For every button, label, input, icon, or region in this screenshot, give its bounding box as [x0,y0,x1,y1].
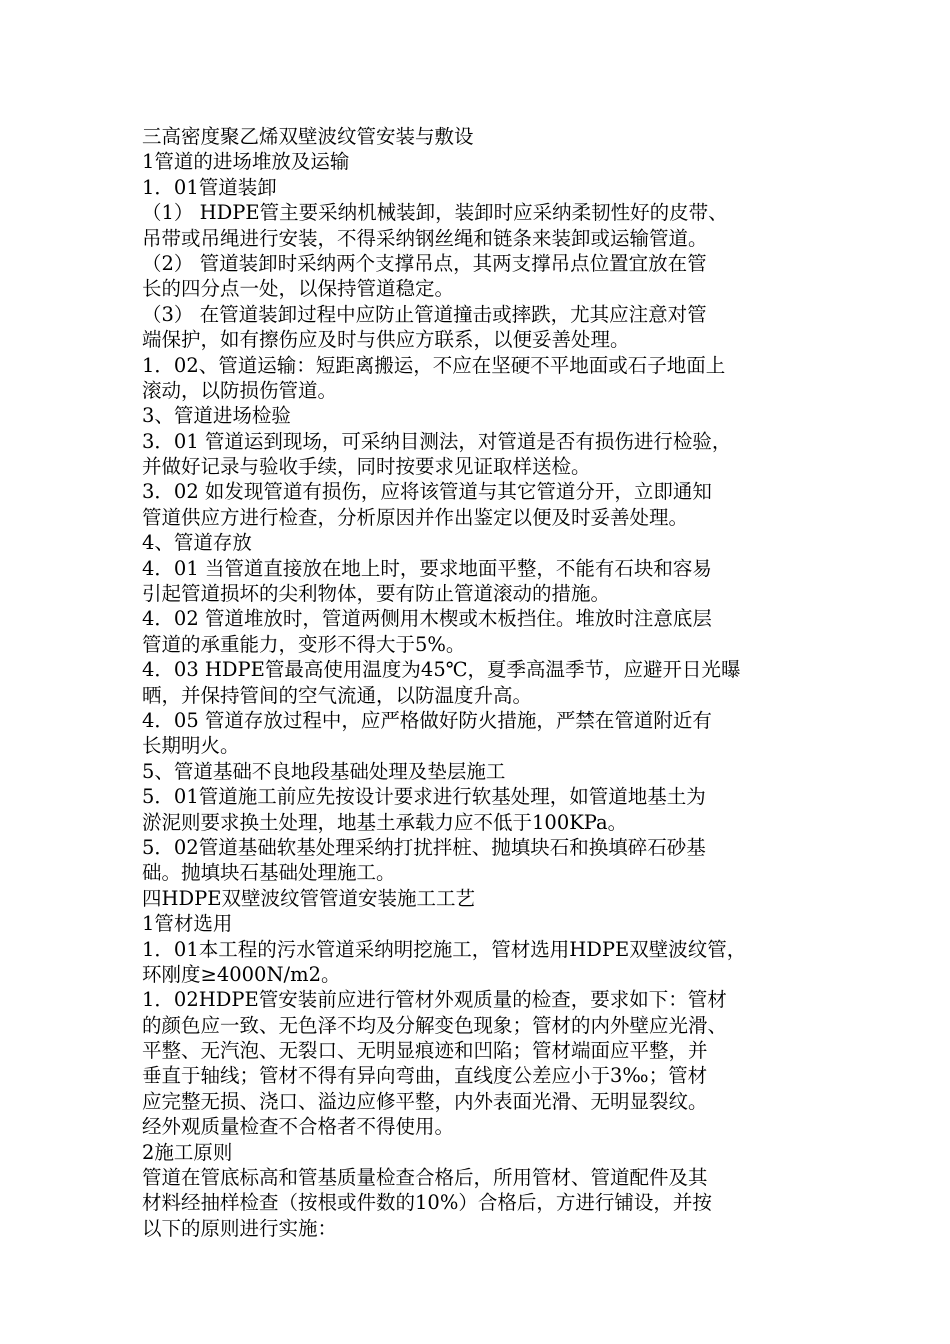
text-line: 1．02、管道运输：短距离搬运，不应在坚硬不平地面或石子地面上 [142,353,726,377]
text-line: 4．01 当管道直接放在地上时，要求地面平整，不能有石块和容易 [142,556,712,580]
text-line: （3） 在管道装卸过程中应防止管道撞击或摔跌，尤其应注意对管 [142,302,707,326]
section-heading: 三高密度聚乙烯双壁波纹管安装与敷设 [142,125,474,148]
text-line: （2） 管道装卸时采纳两个支撑吊点，其两支撑吊点位置宜放在管 [142,251,707,275]
text-line: 滚动，以防损伤管道。 [142,378,338,402]
text-line: 1．01本工程的污水管道采纳明挖施工，管材选用HDPE双壁波纹管， [142,937,747,961]
document-body [142,124,812,1241]
text-line: 1．02HDPE管安装前应进行管材外观质量的检查，要求如下：管材 [142,988,727,1012]
subsection-heading: 5、管道基础不良地段基础处理及垫层施工 [142,759,506,783]
text-line: 垂直于轴线；管材不得有异向弯曲，直线度公差应小于3‰；管材 [142,1064,708,1088]
text-line: （1） HDPE管主要采纳机械装卸，装卸时应采纳柔韧性好的皮带、 [142,201,728,225]
text-line: 端保护，如有擦伤应及时与供应方联系，以便妥善处理。 [142,328,630,352]
subsection-heading: 3、管道进场检验 [142,404,291,428]
subsection-heading: 4、管道存放 [142,531,252,555]
item-heading: 1．01管道装卸 [142,175,277,199]
text-line: 环刚度≥4000N/m2。 [142,962,341,986]
text-line: 管道的承重能力，变形不得大于5%。 [142,632,466,656]
subsection-heading: 2施工原则 [142,1140,233,1164]
text-line: 平整、无汽泡、无裂口、无明显痕迹和凹陷；管材端面应平整，并 [142,1039,708,1063]
text-line: 以下的原则进行实施： [142,1216,338,1240]
text-line: 5．02管道基础软基处理采纳打扰拌桩、抛填块石和换填碎石砂基 [142,835,706,859]
subsection-heading: 1管材选用 [142,912,233,936]
text-line: 长期明火。 [142,734,240,758]
text-line: 材料经抽样检查（按根或件数的10%）合格后，方进行铺设，并按 [142,1191,712,1215]
text-line: 长的四分点一处，以保持管道稳定。 [142,277,455,301]
text-line: 管道供应方进行检查，分析原因并作出鉴定以便及时妥善处理。 [142,505,689,529]
text-line: 3．01 管道运到现场，可采纳目测法，对管道是否有损伤进行检验， [142,429,732,453]
text-line: 并做好记录与验收手续，同时按要求见证取样送检。 [142,455,591,479]
text-line: 4．03 HDPE管最高使用温度为45℃，夏季高温季节，应避开日光曝 [142,658,741,682]
section-heading: 四HDPE双壁波纹管管道安装施工工艺 [142,886,475,910]
text-line: 4．02 管道堆放时，管道两侧用木楔或木板挡住。堆放时注意底层 [142,607,712,631]
text-line: 经外观质量检查不合格者不得使用。 [142,1115,455,1139]
text-line: 础。抛填块石基础处理施工。 [142,861,396,885]
text-line: 应完整无损、浇口、溢边应修平整，内外表面光滑、无明显裂纹。 [142,1089,708,1113]
text-line: 吊带或吊绳进行安装，不得采纳钢丝绳和链条来装卸或运输管道。 [142,226,708,250]
text-line: 5．01管道施工前应先按设计要求进行软基处理，如管道地基土为 [142,785,706,809]
text-line: 晒，并保持管间的空气流通，以防温度升高。 [142,683,533,707]
text-line: 管道在管底标高和管基质量检查合格后，所用管材、管道配件及其 [142,1166,708,1190]
text-line: 4．05 管道存放过程中，应严格做好防火措施，严禁在管道附近有 [142,708,712,732]
text-line: 淤泥则要求换土处理，地基土承载力应不低于100KPa。 [142,810,628,834]
text-line: 引起管道损坏的尖利物体，要有防止管道滚动的措施。 [142,582,611,606]
text-line: 3．02 如发现管道有损伤，应将该管道与其它管道分开，立即通知 [142,480,712,504]
text-line: 的颜色应一致、无色泽不均及分解变色现象；管材的内外壁应光滑、 [142,1013,728,1037]
subsection-heading: 1管道的进场堆放及运输 [142,150,350,174]
